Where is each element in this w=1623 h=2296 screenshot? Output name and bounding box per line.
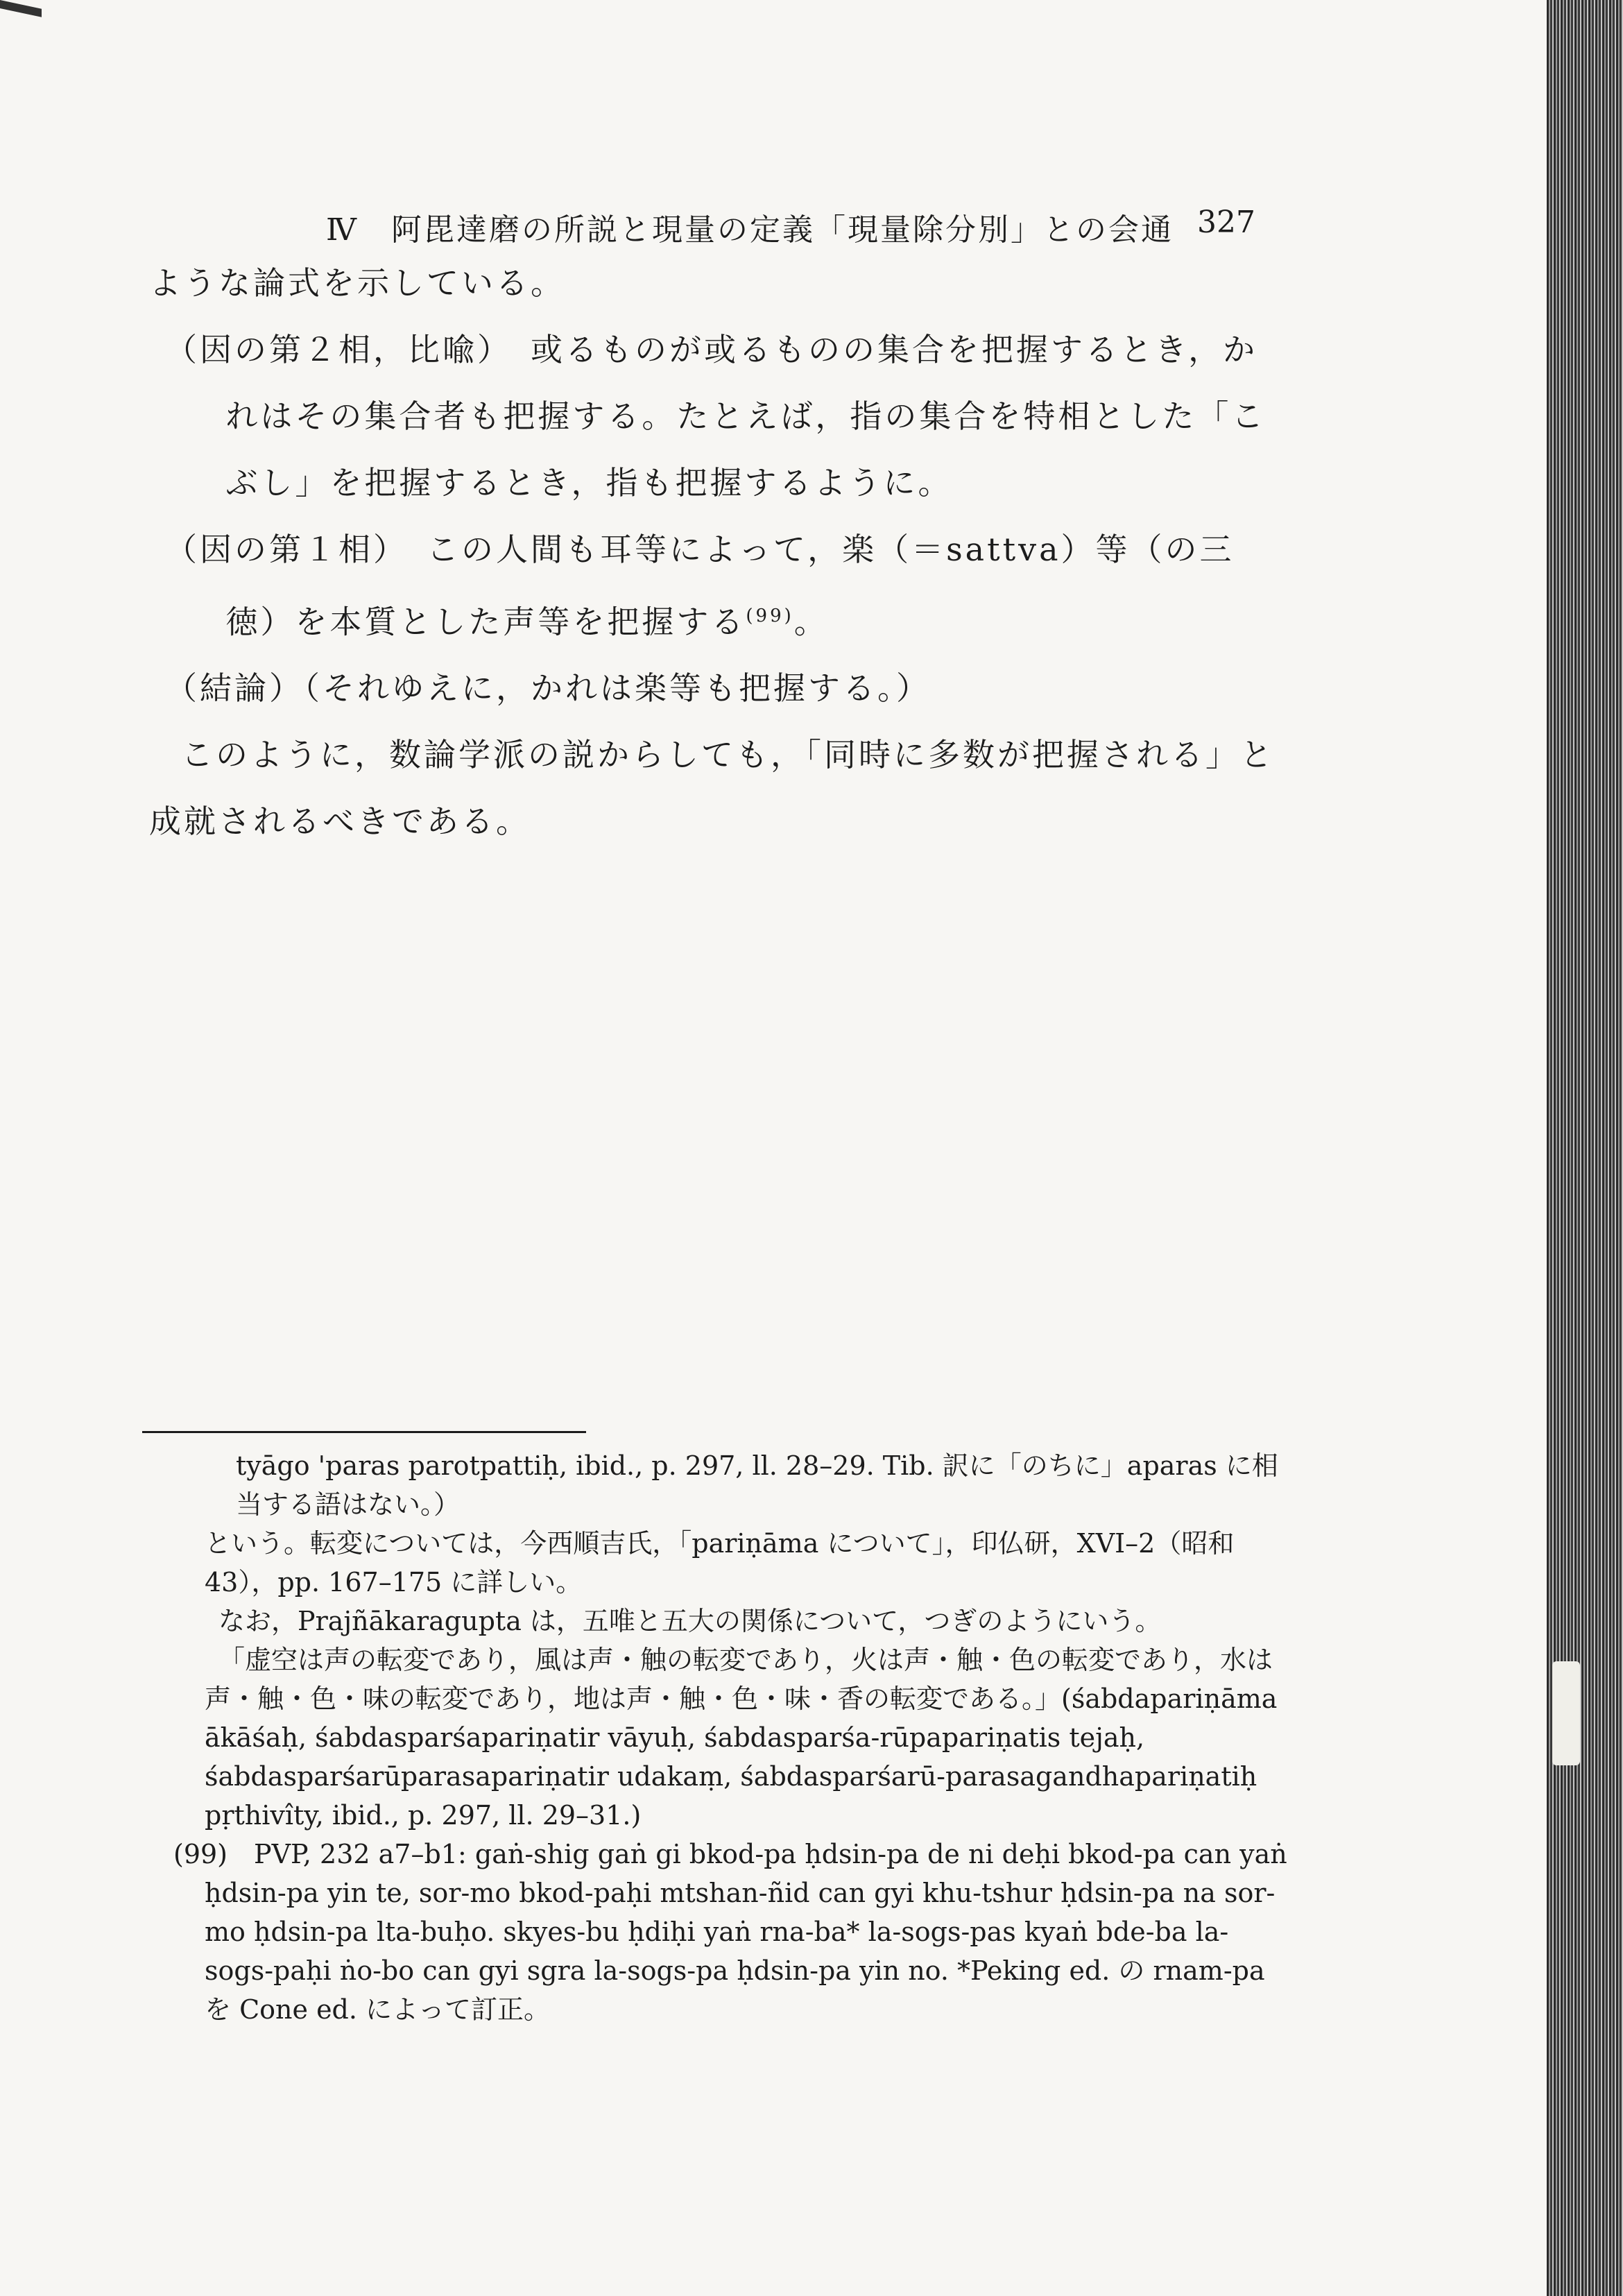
syllogism-conclusion: （結論）（それゆえに，かれは楽等も把握する。）	[165, 669, 931, 708]
running-header	[326, 205, 1255, 246]
syllogism-first-end: 。	[793, 603, 829, 641]
page-number: 327	[1197, 205, 1255, 240]
footnote-divider	[142, 1431, 586, 1433]
note-tenhen: という。転変については，今西順吉氏，「pariṇāma について」，印仏研，XVI–2（昭和43），pp. 167–175 に詳しい。	[205, 1528, 1235, 1597]
paragraph-intro: ような論式を示している。	[149, 264, 565, 302]
main-text	[149, 250, 1287, 855]
syllogism-first-text: （因の第１相） この人間も耳等によって，楽（＝sattva）等（の三徳）を本質とした声等を把握する	[165, 531, 1235, 641]
binding-tab	[1552, 1661, 1580, 1765]
scan-corner-mark	[0, 0, 42, 17]
footnotes	[173, 1446, 1297, 2029]
note-prajnakaragupta: なお，Prajñākaragupta は，五唯と五大の関係について，つぎのようにいう。	[218, 1606, 1162, 1636]
chapter-title: Ⅳ 阿毘達磨の所説と現量の定義「現量除分別」との会通	[326, 212, 1174, 248]
syllogism-second-mark: （因の第２相，比喩） 或るものが或るものの集合を把握するとき，かれはその集合者も把握する。たとえば，指の集合を特相とした「こぶし」を把握するとき，指も把握するように。	[165, 331, 1266, 502]
syllogism-first-mark	[149, 516, 1287, 655]
note-quote-elements: 「虚空は声の転変であり，風は声・触の転変であり，火は声・触・色の転変であり，水は声・触・色・味の転変であり，地は声・触・色・味・香の転変である。」(śabdapariṇāma ākāśaḥ, śabdasparśapariṇatir vāyuḥ, śabdasparśa-rūpapariṇatis tejaḥ, śabdasparśarūparasapariṇatir udakaṃ, śabdasparśarū-parasagandhapariṇatiḥ pṛthivîty, ibid., p. 297, ll. 29–31.)	[205, 1645, 1278, 1831]
paragraph-conclusion: このように，数論学派の説からしても，「同時に多数が把握される」と成就されるべきである。	[149, 736, 1275, 841]
book-binding-edge	[1547, 0, 1623, 2296]
footnote-ref-99[interactable]: (99)	[746, 606, 794, 626]
footnote-99: (99) PVP, 232 a7–b1: gaṅ-shig gaṅ gi bkod-pa ḥdsin-pa de ni deḥi bkod-pa can yaṅ ḥdsin-pa yin te, sor-mo bkod-paḥi mtshan-ñid can gyi khu-tshur ḥdsin-pa na sor-mo ḥdsin-pa lta-buḥo. skyes-bu ḥdiḥi yaṅ rna-ba* la-sogs-pas kyaṅ bde-ba la-sogs-paḥi ṅo-bo can gyi sgra la-sogs-pa ḥdsin-pa yin no. *Peking ed. の rnam-pa を Cone ed. によって訂正。	[173, 1839, 1287, 2025]
note-continuation: tyāgo 'paras parotpattiḥ, ibid., p. 297, ll. 28–29. Tib. 訳に「のちに」aparas に相当する語はない。）	[236, 1450, 1278, 1520]
